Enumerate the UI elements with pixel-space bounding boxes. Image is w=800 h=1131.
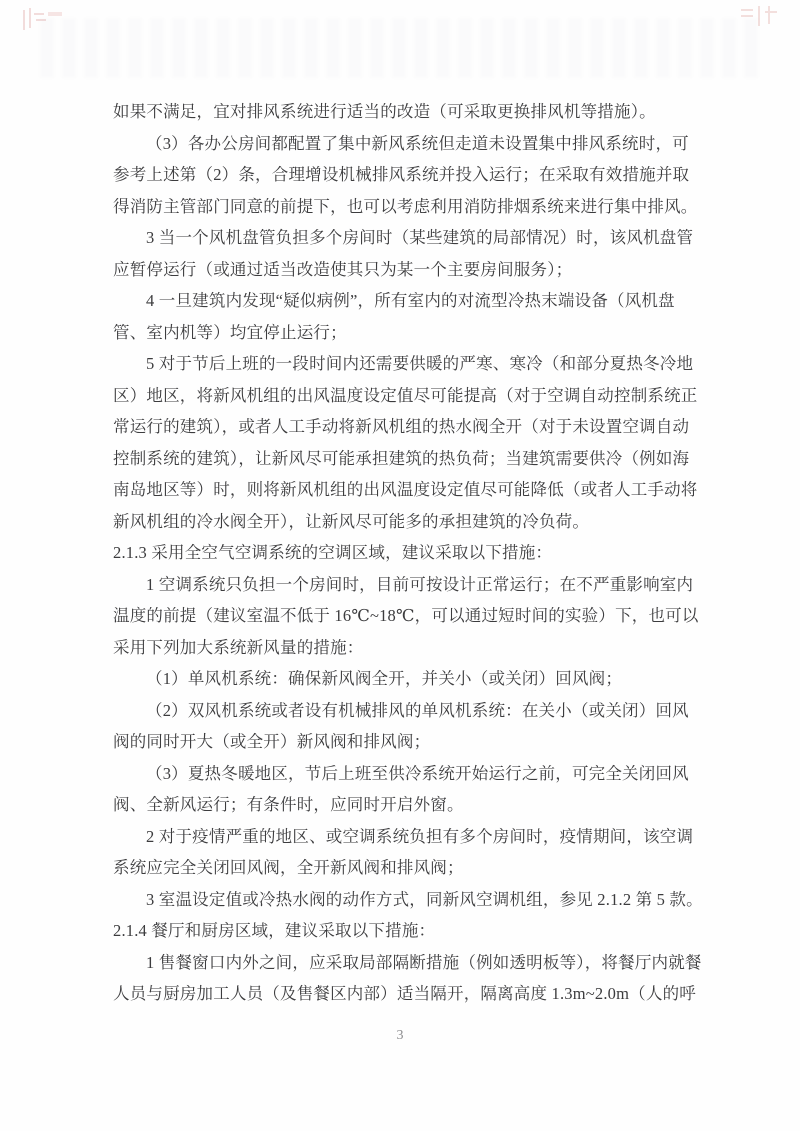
text-line: 得消防主管部门同意的前提下，也可以考虑利用消防排烟系统来进行集中排风。: [113, 196, 698, 216]
text-line: 控制系统的建筑），让新风尽可能承担建筑的热负荷；当建筑需要供冷（例如海: [113, 448, 690, 468]
text-line: 常运行的建筑），或者人工手动将新风机组的热水阀全开（对于未设置空调自动: [113, 417, 690, 436]
text-line: 温度的前提（建议室温不低于 16℃~18℃，可以通过短时间的实验）下，也可以: [113, 606, 699, 625]
text-line: 1 空调系统只负担一个房间时，目前可按设计正常运行；在不严重影响室内: [146, 574, 694, 594]
text-line: （3）各办公房间都配置了集中新风系统但走道未设置集中排风系统时，可: [146, 133, 689, 153]
text-line: （1）单风机系统：确保新风阀全开，并关小（或关闭）回风阀；: [146, 669, 623, 688]
text-line: 阀、全新风运行；有条件时，应同时开启外窗。: [113, 795, 464, 814]
text-line: 5 对于节后上班的一段时间内还需要供暖的严寒、寒冷（和部分夏热冬冷地: [146, 354, 694, 373]
page-number: 3: [396, 1028, 404, 1043]
text-line: 4 一旦建筑内发现“疑似病例”，所有室内的对流型冷热末端设备（风机盘: [146, 291, 675, 310]
text-line: 南岛地区等）时，则将新风机组的出风温度设定值尽可能降低（或者人工手动将: [113, 480, 698, 499]
text-line: 阀的同时开大（或全开）新风阀和排风阀；: [113, 732, 431, 751]
text-line: 参考上述第（2）条，合理增设机械排风系统并投入运行；在采取有效措施并取: [113, 165, 690, 184]
scan-bleed-through: [40, 18, 760, 78]
text-line: 管、室内机等）均宜停止运行；: [113, 322, 347, 342]
text-line: 人员与厨房加工人员（及售餐区内部）适当隔开，隔离高度 1.3m~2.0m（人的呼: [113, 984, 696, 1003]
text-line: 2 对于疫情严重的地区、或空调系统负担有多个房间时，疫情期间，该空调: [146, 826, 694, 846]
document-lines: [113, 96, 703, 1010]
text-line: 2.1.3 采用全空气空调系统的空调区域，建议采取以下措施：: [113, 543, 553, 562]
text-line: 2.1.4 餐厅和厨房区域，建议采取以下措施：: [113, 921, 436, 940]
text-line: 3 当一个风机盘管负担多个房间时（某些建筑的局部情况）时，该风机盘管: [146, 228, 694, 247]
text-line: （3）夏热冬暖地区，节后上班至供冷系统开始运行之前，可完全关闭回风: [146, 763, 689, 783]
red-stamp-mark-top-left-icon: [20, 4, 68, 39]
text-line: 采用下列加大系统新风量的措施：: [113, 637, 364, 657]
text-line: 1 售餐窗口内外之间，应采取局部隔断措施（例如透明板等），将餐厅内就餐: [146, 952, 702, 972]
text-line: 新风机组的冷水阀全开），让新风尽可能多的承担建筑的冷负荷。: [113, 511, 590, 531]
text-line: （2）双风机系统或者设有机械排风的单风机系统：在关小（或关闭）回风: [146, 700, 689, 720]
text-line: 应暂停运行（或通过适当改造使其只为某一个主要房间服务）；: [113, 259, 573, 279]
text-line: 3 室温设定值或冷热水阀的动作方式，同新风空调机组，参见 2.1.2 第 5 款。: [146, 889, 703, 909]
text-line: 系统应完全关闭回风阀，全开新风阀和排风阀；: [113, 858, 464, 877]
text-line: 区）地区，将新风机组的出风温度设定值尽可能提高（对于空调自动控制系统正: [113, 385, 698, 405]
text-line: 如果不满足，宜对排风系统进行适当的改造（可采取更换排风机等措施）。: [113, 102, 656, 121]
red-stamp-mark-top-right-icon: [735, 2, 791, 35]
